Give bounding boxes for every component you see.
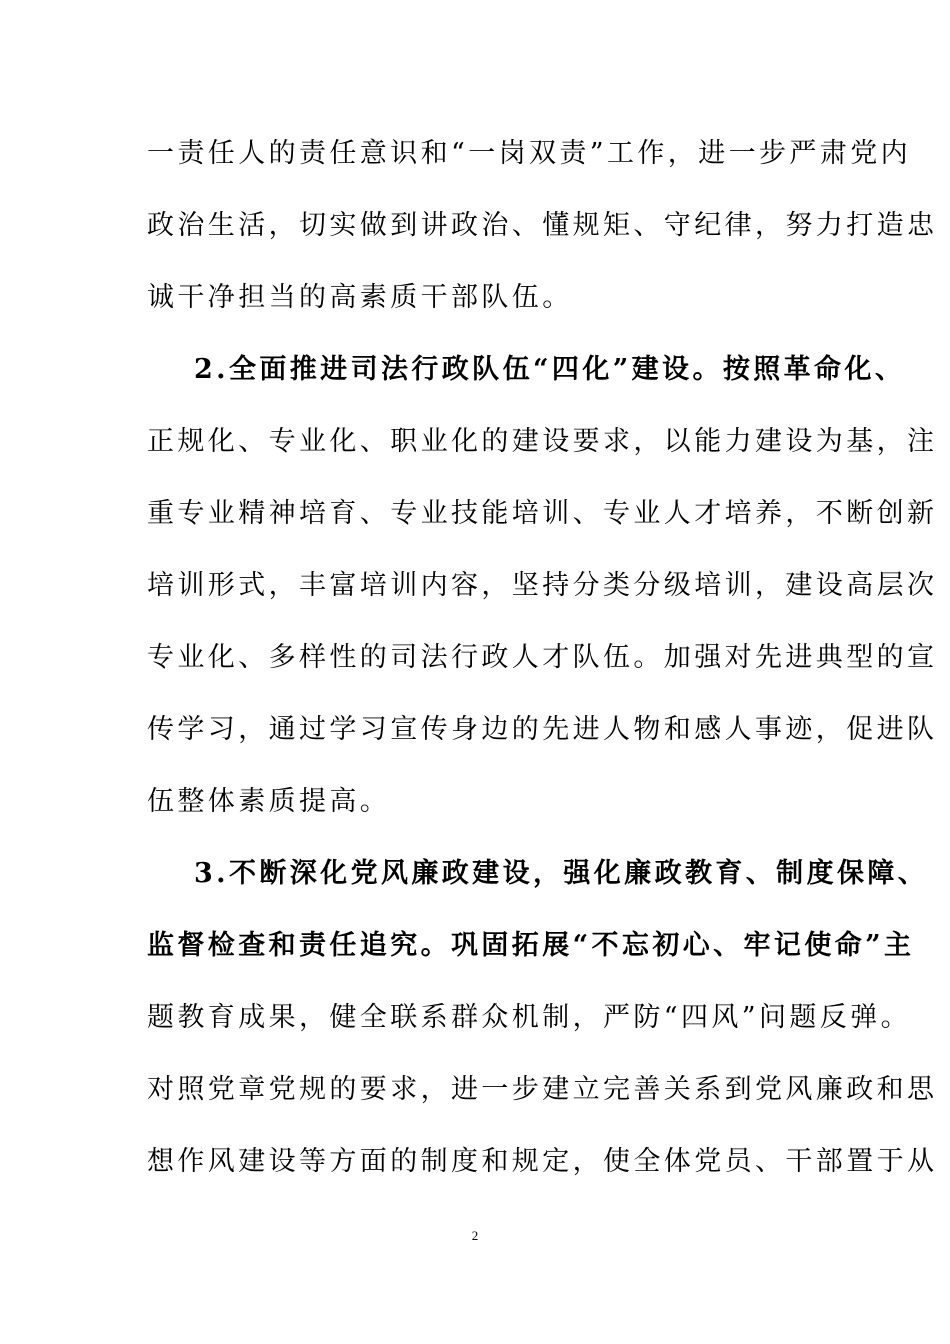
section-heading-line: 3.不断深化党风廉政建设，强化廉政教育、制度保障、 xyxy=(194,858,929,889)
body-text-line: 专业化、多样性的司法行政人才队伍。加强对先进典型的宣 xyxy=(147,642,938,673)
body-text-line: 政治生活，切实做到讲政治、懂规矩、守纪律，努力打造忠 xyxy=(147,210,938,241)
body-text-line: 想作风建设等方面的制度和规定，使全体党员、干部置于从 xyxy=(147,1146,938,1177)
body-text-line: 对照党章党规的要求，进一步建立完善关系到党风廉政和思 xyxy=(147,1074,938,1105)
body-text-line: 诚干净担当的高素质干部队伍。 xyxy=(147,282,573,313)
body-text-line: 传学习，通过学习宣传身边的先进人物和感人事迹，促进队 xyxy=(147,714,938,745)
body-text-line: 伍整体素质提高。 xyxy=(147,786,391,817)
page-number: 2 xyxy=(471,1228,479,1243)
body-text-line: 培训形式，丰富培训内容，坚持分类分级培训，建设高层次 xyxy=(147,570,938,601)
body-text-line: 题教育成果，健全联系群众机制，严防“四风”问题反弹。 xyxy=(147,1002,912,1033)
section-heading-line: 监督检查和责任追究。巩固拓展“不忘初心、牢记使命”主 xyxy=(147,930,915,961)
body-text-line: 一责任人的责任意识和“一岗双责”工作，进一步严肃党内 xyxy=(147,138,912,169)
body-text-line: 重专业精神培育、专业技能培训、专业人才培养，不断创新 xyxy=(147,498,938,529)
section-heading-line: 2.全面推进司法行政队伍“四化”建设。按照革命化、 xyxy=(194,354,906,385)
body-text-line: 正规化、专业化、职业化的建设要求，以能力建设为基，注 xyxy=(147,426,938,457)
